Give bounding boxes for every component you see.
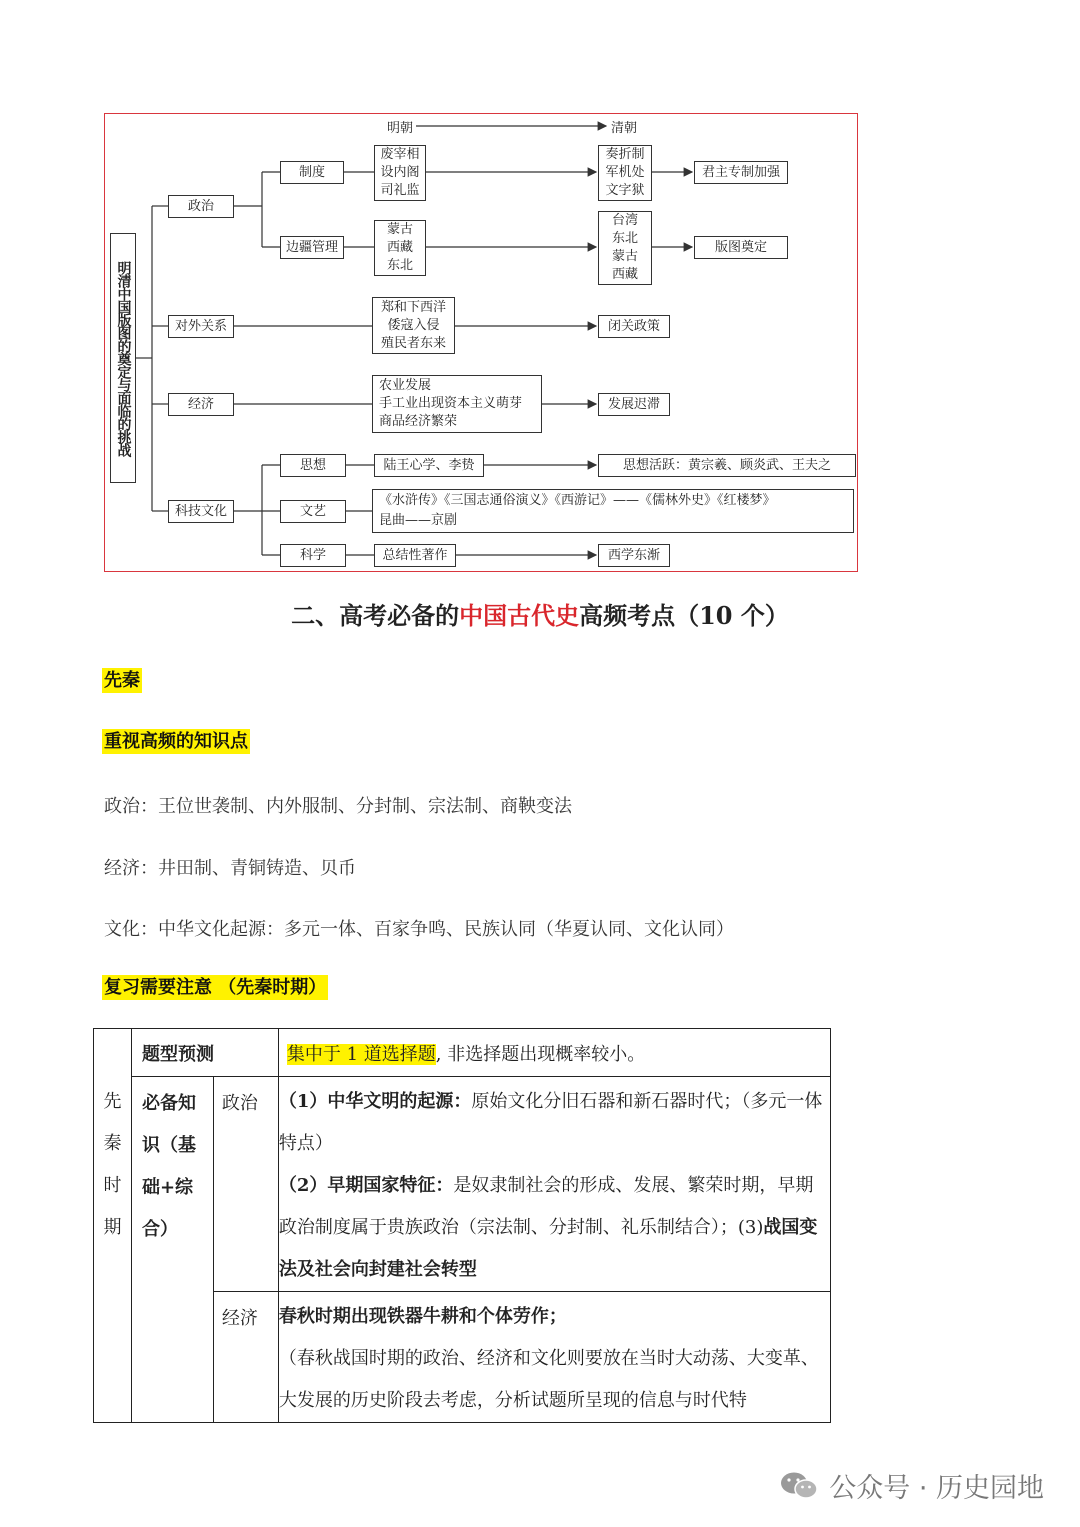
heading-red: 中国古代史 <box>459 601 580 630</box>
section-heading <box>0 596 1080 631</box>
literature-box: 《水浒传》《三国志通俗演义》《西游记》——《儒林外史》《红楼梦》 昆曲——京剧 <box>372 489 854 533</box>
result-autocracy: 君主专制加强 <box>694 161 788 184</box>
review-table <box>93 1028 831 1423</box>
category-politics: 政治 <box>168 195 234 218</box>
result-stagnation: 发展迟滞 <box>598 393 670 416</box>
ming-system-box: 废宰相 设内阁 司礼监 <box>374 145 426 201</box>
label-qing: 清朝 <box>611 121 638 136</box>
result-closed-door: 闭关政策 <box>598 315 670 338</box>
economy-content: 春秋时期出现铁器牛耕和个体劳作； （春秋战国时期的政治、经济和文化则要放在当时大动荡、大变革、大发展的历史阶段去考虑，分析试题所呈现的信息与时代特 <box>278 1292 830 1423</box>
subcategory-system: 制度 <box>280 161 344 184</box>
result-western-learning: 西学东渐 <box>598 544 670 567</box>
politics-label: 政治 <box>213 1077 278 1292</box>
question-type-value: 集中于 1 道选择题, 非选择题出现概率较小。 <box>278 1029 830 1077</box>
label-ming: 明朝 <box>387 121 414 136</box>
watermark-text: 公众号 · 历史园地 <box>829 1473 1044 1504</box>
key-point-culture: 文化：中华文化起源：多元一体、百家争鸣、民族认同（华夏认同、文化认同） <box>104 919 734 940</box>
ming-foreign-box: 郑和下西洋 倭寇入侵 殖民者东来 <box>372 297 455 354</box>
key-point-politics: 政治：王位世袭制、内外服制、分封制、宗法制、商鞅变法 <box>104 796 572 817</box>
ming-frontier-box: 蒙古 西藏 东北 <box>374 220 426 276</box>
key-point-economy: 经济：井田制、青铜铸造、贝币 <box>104 858 356 879</box>
subcategory-thought: 思想 <box>280 454 346 477</box>
politics-content: （1）中华文明的起源：原始文化分旧石器和新石器时代；（多元一体特点） （2）早期国家特征：是奴隶制社会的形成、发展、繁荣时期，早期政治制度属于贵族政治（宗法制、分封制、礼乐制结合）；(3)战国变法及社会向封建社会转型 <box>278 1077 830 1292</box>
question-type-label: 题型预测 <box>131 1029 278 1077</box>
heading-part2: 高频考点（10 个） <box>579 601 789 630</box>
category-economy: 经济 <box>168 393 234 416</box>
section-title: 先秦 <box>104 670 140 691</box>
subcategory-science: 科学 <box>280 544 346 567</box>
period-cell: 先秦时期 <box>94 1029 132 1423</box>
ming-thought-box: 陆王心学、李贽 <box>374 454 484 477</box>
qing-frontier-box: 台湾 东北 蒙古 西藏 <box>598 211 652 285</box>
watermark <box>779 1466 1044 1505</box>
key-points-title: 重视高频的知识点 <box>104 731 248 752</box>
wechat-icon <box>779 1470 819 1502</box>
review-title: 复习需要注意 （先秦时期） <box>104 977 327 998</box>
diagram-title: 明清中国版图的奠定与面临的挑战 <box>110 233 136 483</box>
qing-system-box: 奏折制 军机处 文字狱 <box>598 145 652 201</box>
category-science-culture: 科技文化 <box>168 500 234 523</box>
subcategory-literature: 文艺 <box>280 500 346 523</box>
required-knowledge-label: 必备知识（基础+综合） <box>131 1077 213 1423</box>
heading-part1: 二、高考必备的 <box>291 601 460 630</box>
ming-economy-box: 农业发展 手工业出现资本主义萌芽 商品经济繁荣 <box>372 375 542 433</box>
category-foreign-relations: 对外关系 <box>168 315 234 338</box>
result-thought-active: 思想活跃：黄宗羲、顾炎武、王夫之 <box>598 454 856 477</box>
subcategory-frontier: 边疆管理 <box>280 236 344 259</box>
ming-science-box: 总结性著作 <box>374 544 456 567</box>
economy-label: 经济 <box>213 1292 278 1423</box>
result-territory: 版图奠定 <box>694 236 788 259</box>
